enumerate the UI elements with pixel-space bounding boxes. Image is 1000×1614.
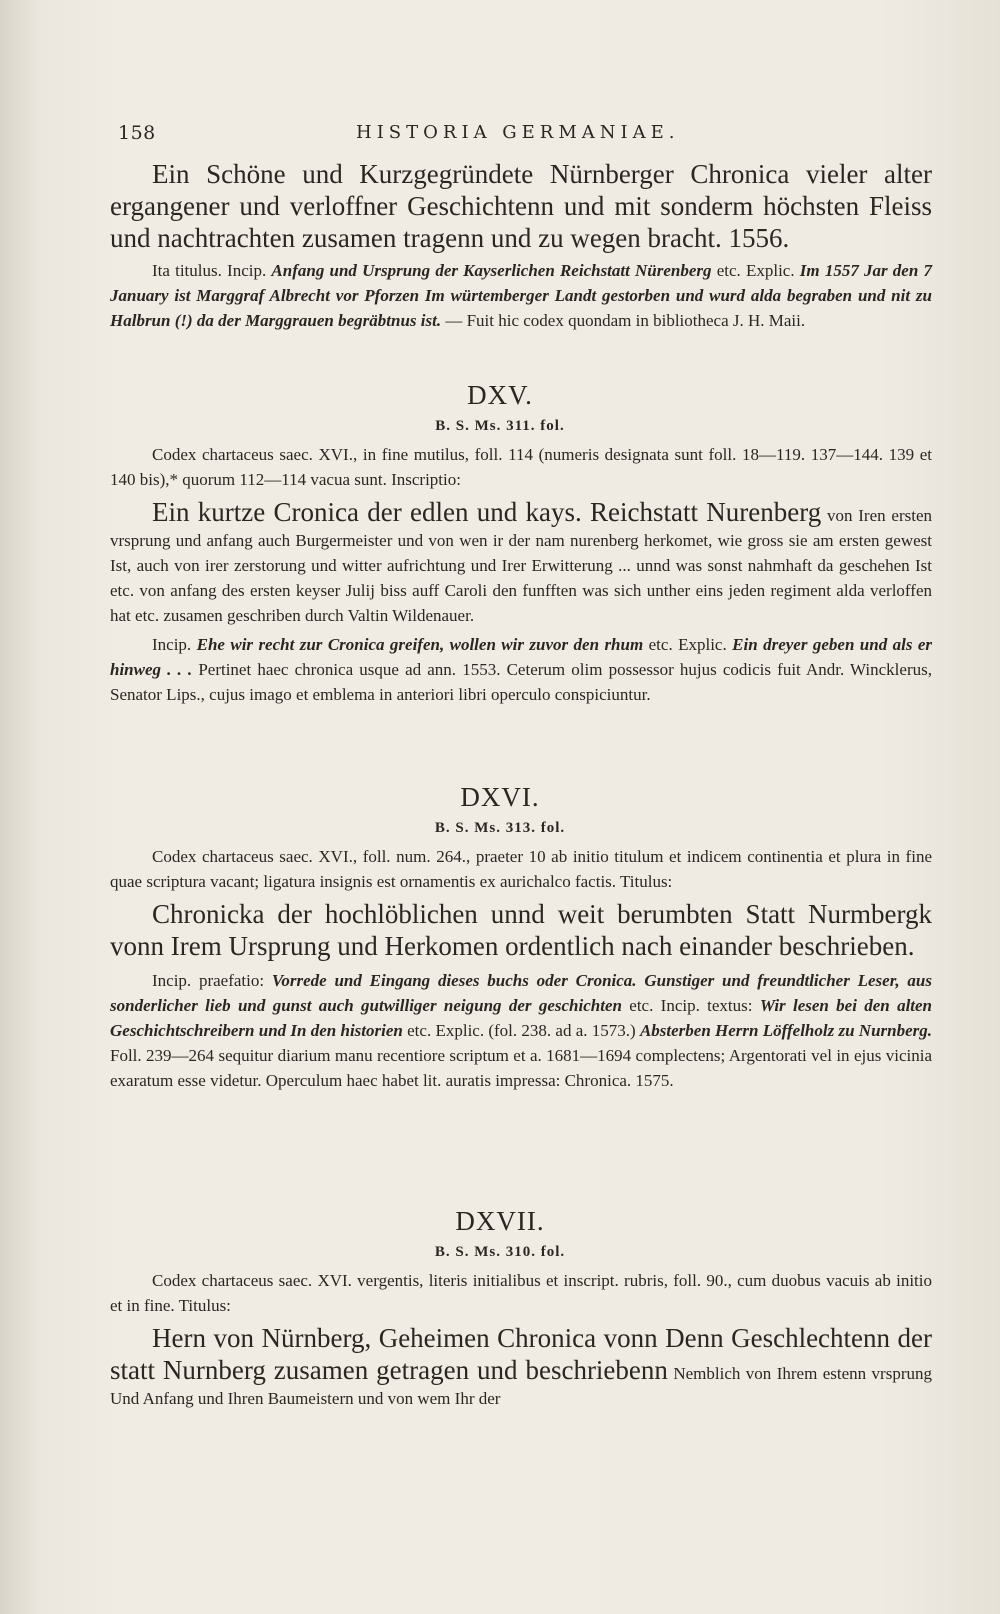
entry-dxv-number: DXV. (467, 380, 533, 410)
entry-dxv-inscription: Ein kurtze Cronica der edlen und kays. Reichstatt Nurenberg von Iren ersten vrsprung und anfang auch Burgermeister und von wen ir der nam nurenberg herkomet, wie gross sie am ersten gewest Ist, auch von irer zerstorung und witter aufrichtung und Irer Erwitterung ... unnd was sonst nahmhaft da geschehen Ist etc. von anfang des ersten keyser Julij biss auff Caroli den funfften was sich unther eins jeden regiment alda verloffen hat etc. zusamen geschriben durch Valtin Wildenauer. (110, 497, 933, 625)
entry-dxvi-number: DXVI. (460, 782, 540, 812)
entry-dxv (110, 442, 932, 707)
entry-dxvii-title: Hern von Nürnberg, Geheimen Chronica vonn Denn Geschlechtenn der statt Nurnberg zusamen getragen und beschriebenn Nemblich von Ihrem estenn vrsprung Und Anfang und Ihren Baumeistern und von wem Ihr der (110, 1323, 932, 1408)
entry-dxvii-intro: Codex chartaceus saec. XVI. vergentis, literis initialibus et inscript. rubris, foll. 90., cum duobus vacuis ab initio et in fine. Titulus: (110, 1271, 932, 1315)
entry-dxiv-title: Ein Schöne und Kurzgegründete Nürnberger Chronica vieler alter ergangener und verloffner Geschichtenn und mit sonderm höchsten Fleiss und nachtrachten zusamen tragenn und zu wegen bracht. 1556. (110, 159, 932, 253)
entry-dxvii-signature: B. S. Ms. 310. fol. (434, 1244, 566, 1260)
entry-dxvi-intro: Codex chartaceus saec. XVI., foll. num. 264., praeter 10 ab initio titulum et indicem continentia et plura in fine quae scriptura vacant; ligatura insignis est ornamentis ex aurichalco factis. Titulus: (110, 847, 932, 891)
entry-dxvii (110, 1268, 932, 1411)
entry-dxv-intro: Codex chartaceus saec. XVI., in fine mutilus, foll. 114 (numeris designata sunt foll. 18—119. 137—144. 139 et 140 bis),* quorum 112—114 vacua sunt. Inscriptio: (110, 445, 932, 489)
entry-dxv-signature: B. S. Ms. 311. fol. (435, 418, 565, 434)
running-title: HISTORIA GERMANIAE. (356, 122, 680, 143)
entry-dxvi-description: Incip. praefatio: Vorrede und Eingang dieses buchs oder Cronica. Gunstiger und freundtlicher Leser, aus sonderlicher lieb und gunst auch gutwilliger neigung der geschichten etc. Incip. textus: Wir lesen bei den alten Geschichtschreibern und In den historien etc. Explic. (fol. 238. ad a. 1573.) Absterben Herrn Löffelholz zu Nurnberg. Foll. 239—264 sequitur diarium manu recentiore scriptum et a. 1681—1694 complectens; Argentorati vel in ejus vicinia exaratum esse videtur. Operculum haec habet lit. auratis impressa: Chronica. 1575. (110, 971, 933, 1090)
entry-dxiv-description: Ita titulus. Incip. Anfang und Ursprung der Kayserlichen Reichstatt Nürenberg etc. Explic. Im 1557 Jar den 7 January ist Marggraf Albrecht vor Pforzen Im würtemberger Landt gestorben und wurd alda begraben und nit zu Halbrun (!) da der Marggrauen begräbtnus ist. — Fuit hic codex quondam in bibliotheca J. H. Maii. (110, 261, 932, 330)
entry-dxiv (110, 158, 932, 333)
entry-dxvi (110, 844, 932, 1093)
entry-dxvii-number: DXVII. (455, 1206, 545, 1236)
entry-dxvi-signature: B. S. Ms. 313. fol. (434, 820, 566, 836)
entry-dxv-description: Incip. Ehe wir recht zur Cronica greifen, wollen wir zuvor den rhum etc. Explic. Ein dreyer geben und als er hinweg . . . Pertinet haec chronica usque ad ann. 1553. Ceterum olim possessor hujus codicis fuit Andr. Wincklerus, Senator Lips., cujus imago et emblema in anteriori libri operculo conspiciuntur. (110, 635, 933, 704)
entry-dxvi-title: Chronicka der hochlöblichen unnd weit berumbten Statt Nurmbergk vonn Irem Ursprung und Herkomen ordentlich nach einander beschrieben. (110, 899, 932, 961)
page-number: 158 (118, 122, 156, 144)
